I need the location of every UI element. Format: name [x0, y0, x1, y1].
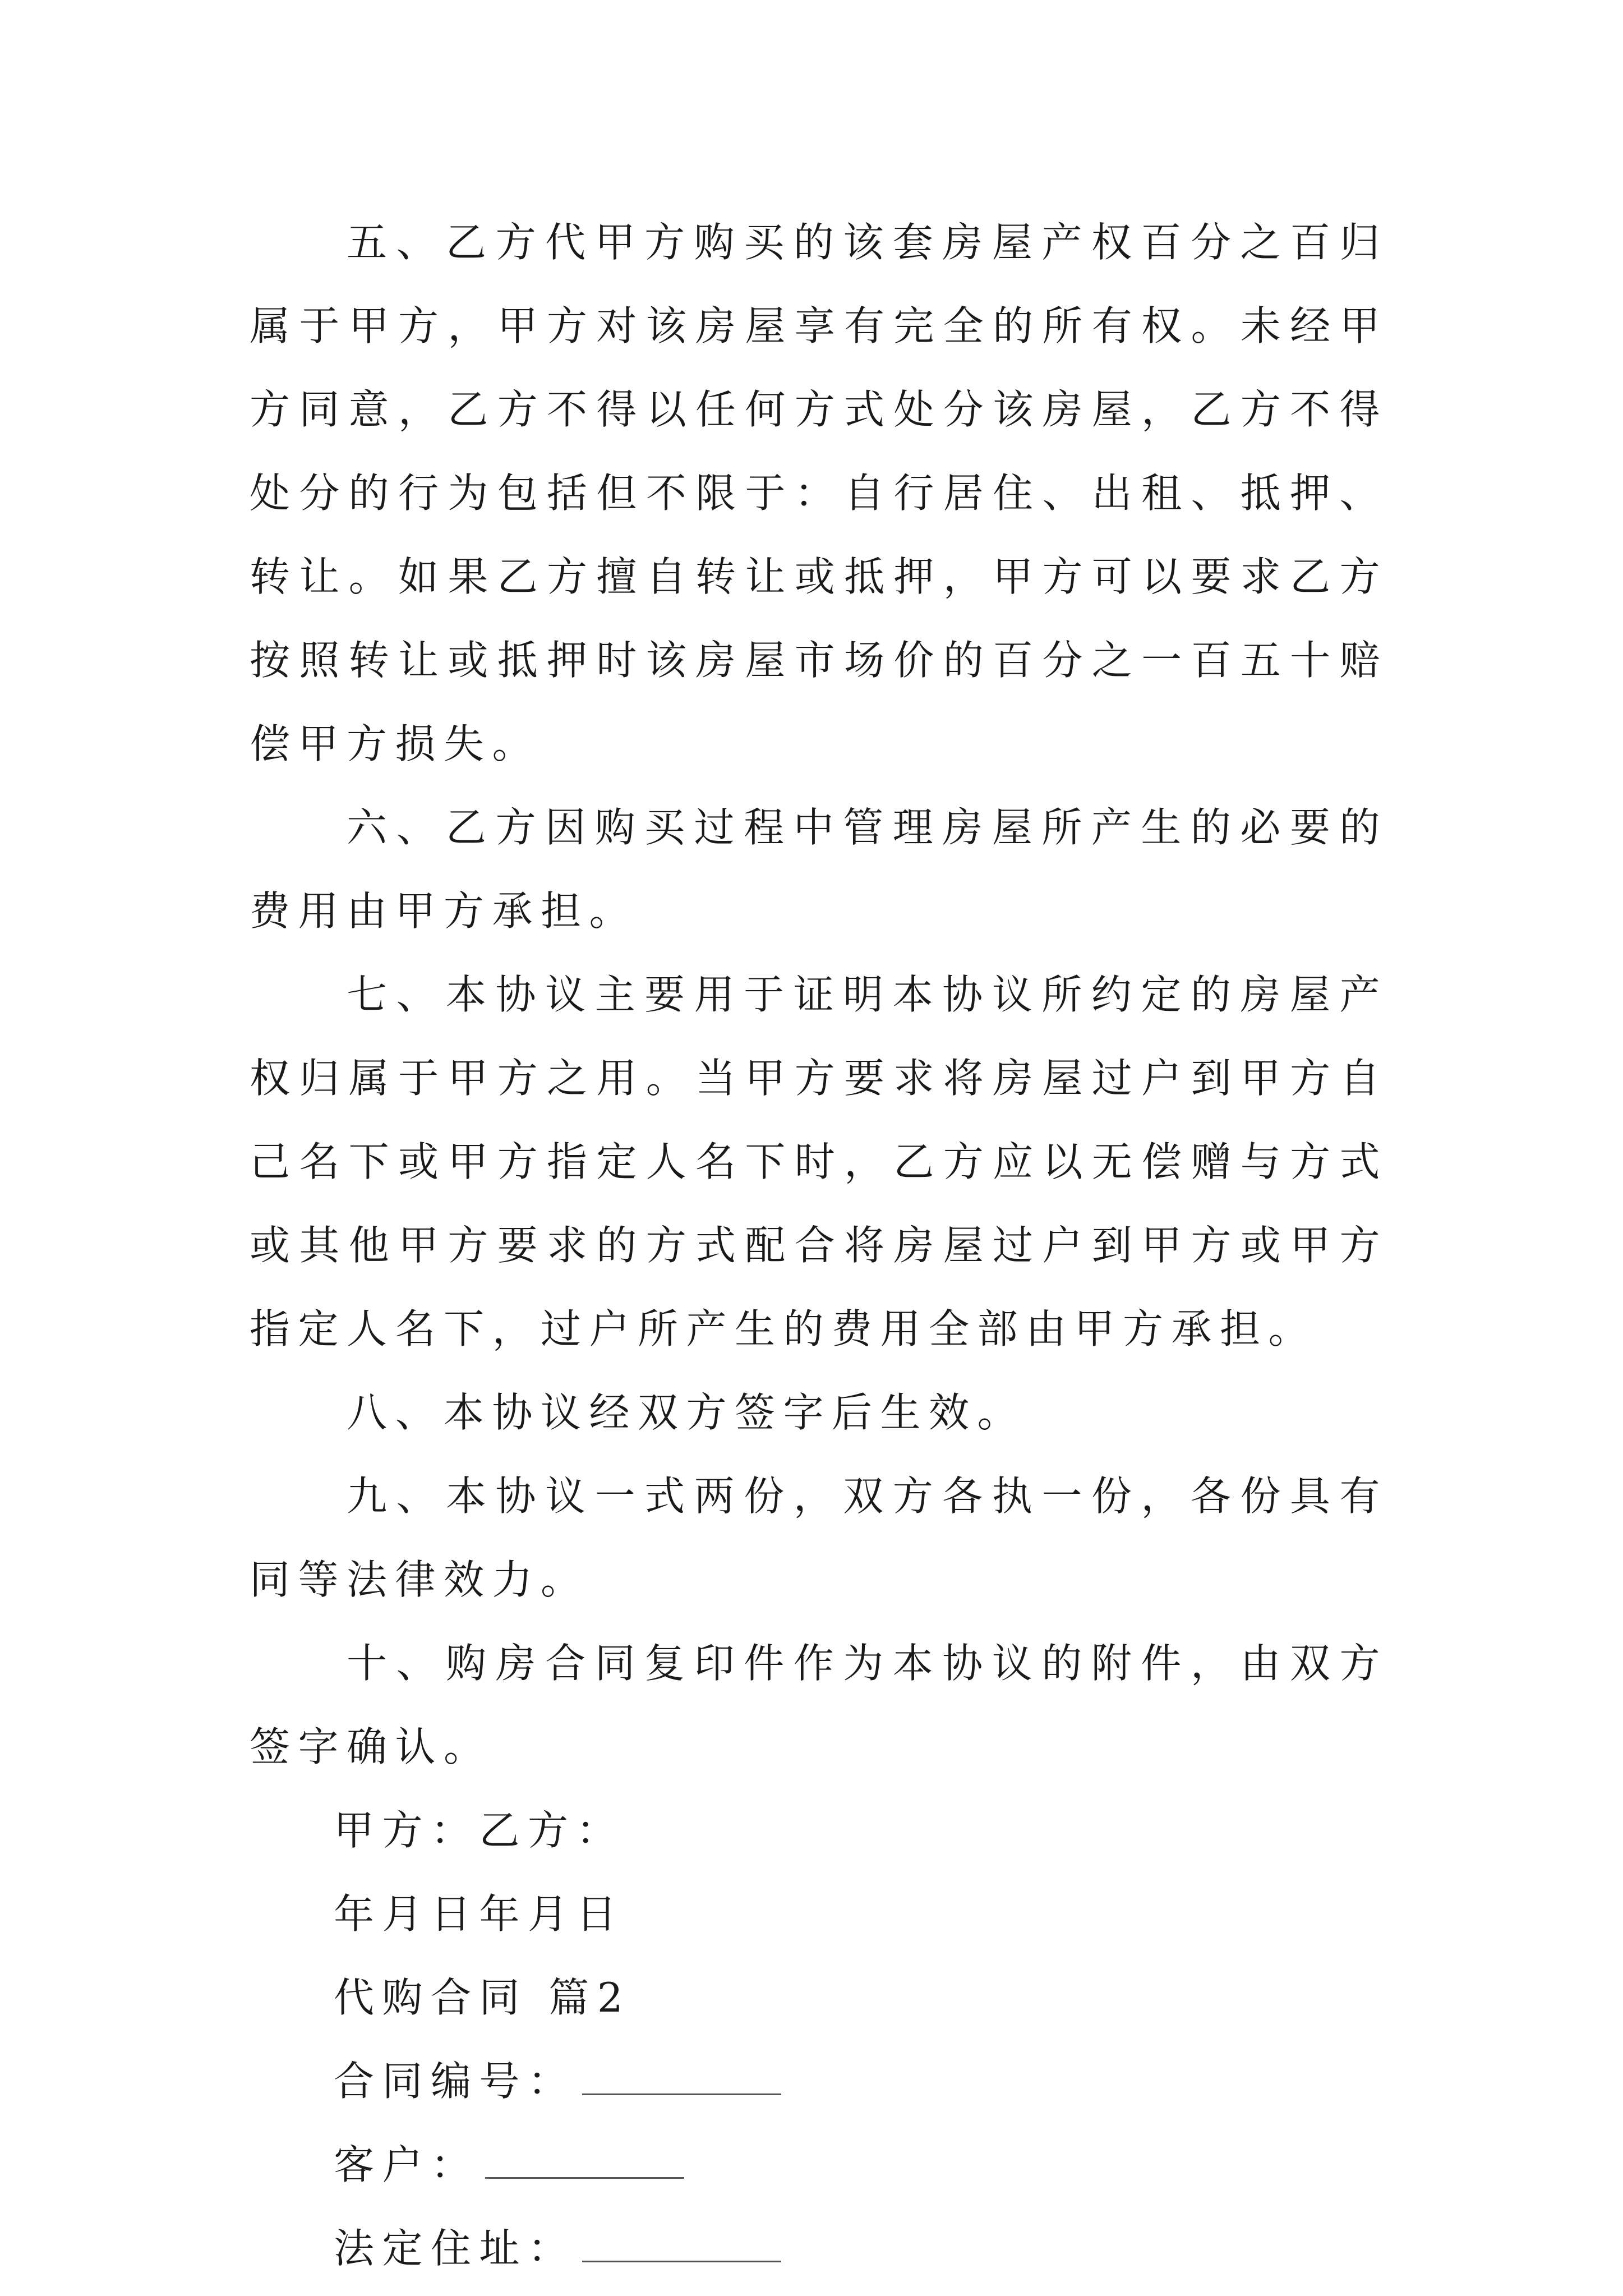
document-body	[250, 201, 1388, 2290]
legal-address-label: 法定住址：	[334, 2225, 577, 2272]
section-2-title: 代购合同 篇2	[334, 1974, 631, 2021]
contract-number-field	[250, 2040, 1388, 2123]
client-field	[250, 2123, 1388, 2207]
clause-9: 九、本协议一式两份，双方各执一份，各份具有同等法律效力。	[250, 1473, 1388, 1603]
signature-parties: 甲方：乙方：	[334, 1807, 625, 1854]
legal-address-blank	[582, 2227, 781, 2262]
clause-10: 十、购房合同复印件作为本协议的附件，由双方签字确认。	[250, 1640, 1388, 1770]
contract-number-blank	[582, 2060, 781, 2095]
legal-address-field	[250, 2207, 1388, 2290]
client-label: 客户：	[334, 2141, 479, 2188]
client-blank	[485, 2143, 684, 2179]
contract-number-label: 合同编号：	[334, 2058, 577, 2105]
clause-7: 七、本协议主要用于证明本协议所约定的房屋产权归属于甲方之用。当甲方要求将房屋过户到甲方自己名下或甲方指定人名下时，乙方应以无偿赠与方式或其他甲方要求的方式配合将房屋过户到甲方或甲方指定人名下，过户所产生的费用全部由甲方承担。	[250, 971, 1388, 1352]
clause-5: 五、乙方代甲方购买的该套房屋产权百分之百归属于甲方，甲方对该房屋享有完全的所有权。未经甲方同意，乙方不得以任何方式处分该房屋，乙方不得处分的行为包括但不限于：自行居住、出租、抵押、转让。如果乙方擅自转让或抵押，甲方可以要求乙方按照转让或抵押时该房屋市场价的百分之一百五十赔偿甲方损失。	[250, 219, 1388, 767]
clause-8: 八、本协议经双方签字后生效。	[347, 1389, 1026, 1436]
clause-6: 六、乙方因购买过程中管理房屋所产生的必要的费用由甲方承担。	[250, 804, 1388, 935]
signature-dates: 年月日年月日	[334, 1890, 625, 1938]
